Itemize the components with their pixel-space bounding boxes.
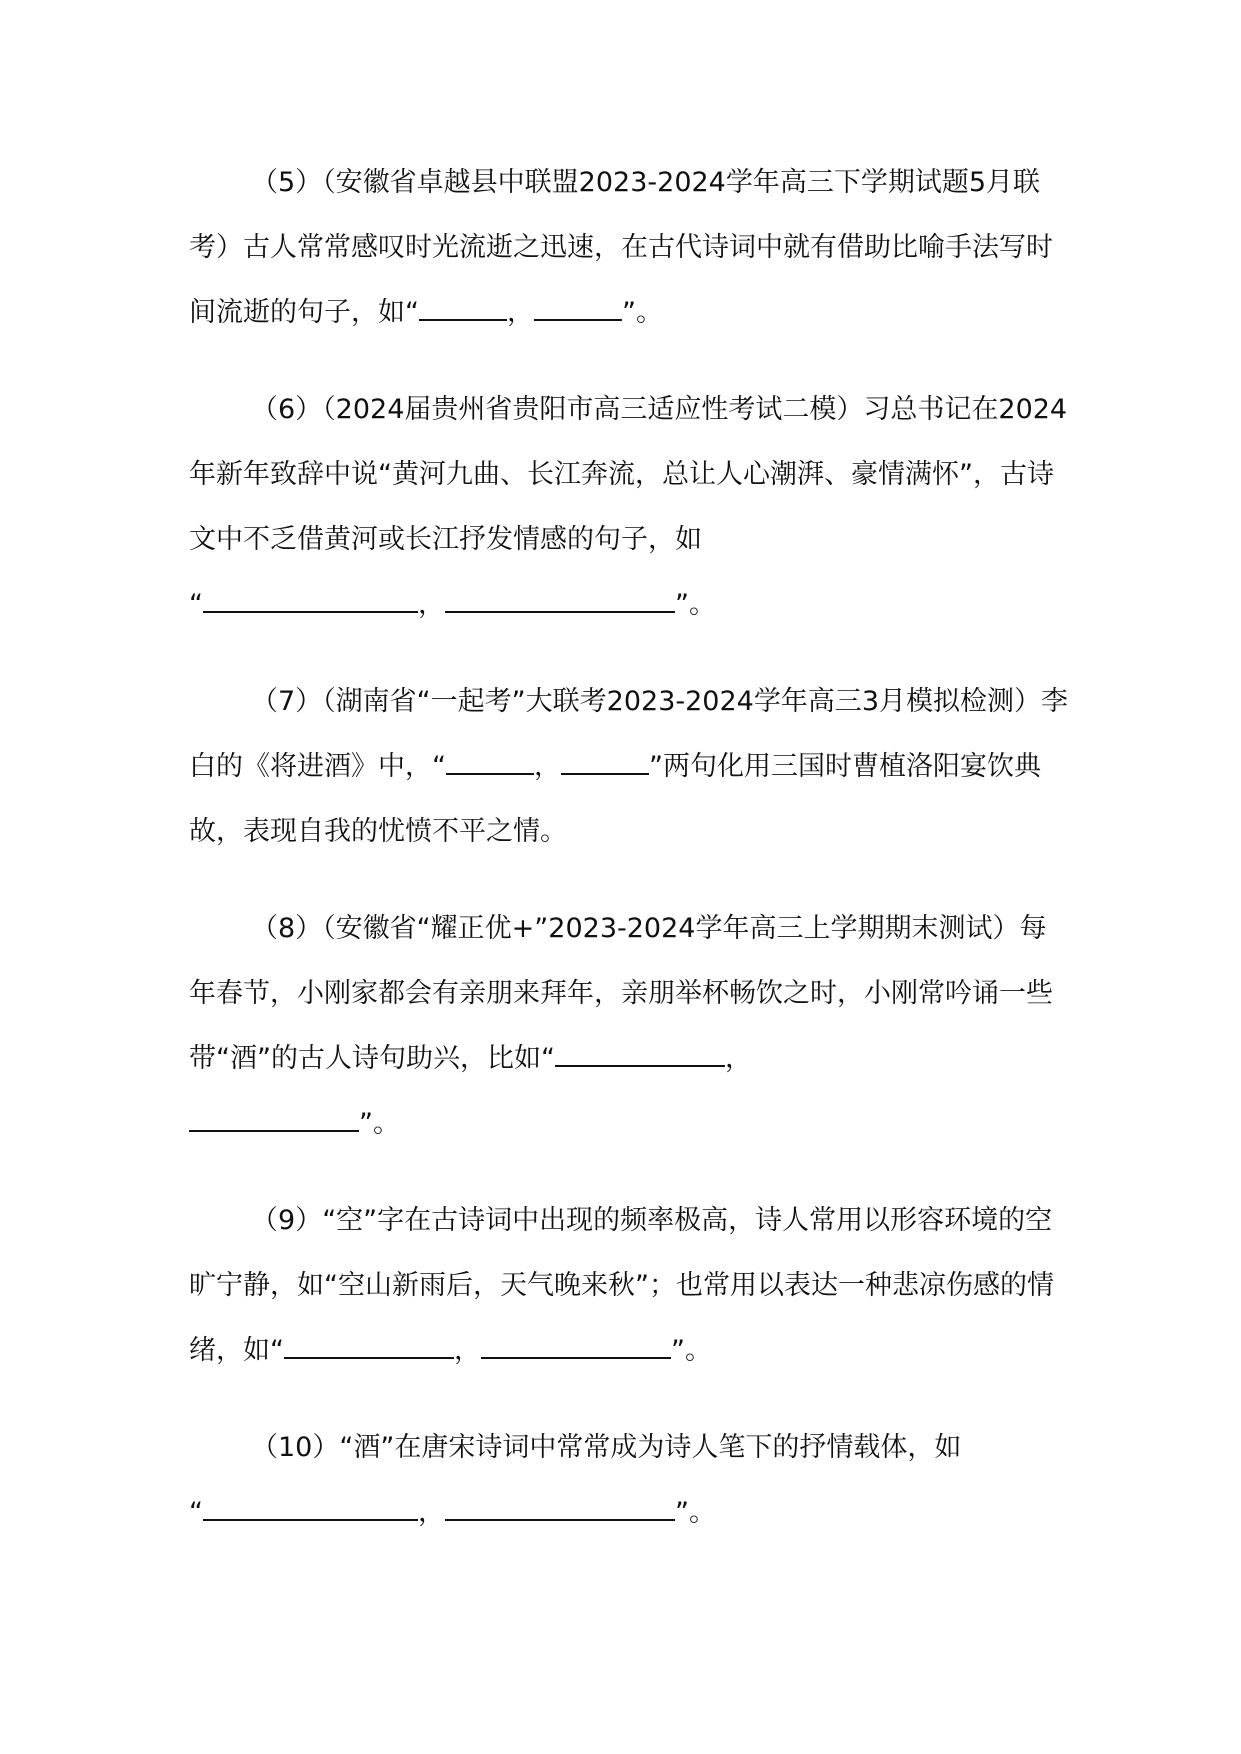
question-10-open: “ (189, 1497, 203, 1528)
question-5-text: （安徽省卓越县中联盟2023-2024学年高三下学期试题5月联考）古人常常感叹时光流逝之迅速，在古代诗词中就有借助比喻手法写时间流逝的句子，如“ (189, 167, 1053, 328)
question-6-number: （6） (251, 394, 323, 425)
question-10-text: “酒”在唐宋诗词中常常成为诗人笔下的抒情载体，如 (339, 1432, 962, 1463)
answer-blank-8a[interactable] (555, 1043, 725, 1067)
question-9 (189, 1188, 1069, 1383)
answer-blank-6a[interactable] (203, 589, 418, 613)
question-7-text-2: ”两句化用三国时曹植洛阳宴饮典故，表现自我的忧愤不平之情。 (189, 751, 1041, 847)
question-7-number: （7） (251, 686, 323, 717)
document-page (189, 150, 1069, 1577)
answer-blank-5b[interactable] (534, 297, 622, 321)
question-5-number: （5） (251, 167, 323, 198)
question-8 (189, 896, 1069, 1156)
question-8-sep: ， (724, 1043, 752, 1074)
question-6-text: （2024届贵州省贵阳市高三适应性考试二模）习总书记在2024年新年致辞中说“黄河九曲、长江奔流，总让人心潮湃、豪情满怀”，古诗文中不乏借黄河或长江抒发情感的句子，如 (189, 394, 1068, 555)
question-7-text: （湖南省“一起考”大联考2023-2024学年高三3月模拟检测）李白的《将进酒》中，“ (189, 686, 1069, 782)
answer-blank-7a[interactable] (446, 751, 534, 775)
answer-blank-10a[interactable] (203, 1497, 418, 1521)
question-9-number: （9） (251, 1205, 323, 1236)
question-9-sep: ， (454, 1335, 481, 1366)
answer-blank-9b[interactable] (481, 1335, 671, 1359)
question-6-open: “ (189, 589, 203, 620)
question-8-end: ”。 (359, 1108, 400, 1139)
question-5-end: ”。 (622, 297, 663, 328)
question-5 (189, 150, 1069, 345)
question-9-text: “空”字在古诗词中出现的频率极高，诗人常用以形容环境的空旷宁静，如“空山新雨后，天气晚来秋”；也常用以表达一种悲凉伤感的情绪，如“ (189, 1205, 1054, 1366)
question-10 (189, 1415, 1069, 1545)
question-6-end: ”。 (675, 589, 716, 620)
question-10-end: ”。 (675, 1497, 716, 1528)
question-10-number: （10） (251, 1432, 340, 1463)
question-7 (189, 669, 1069, 864)
question-6-sep: ， (418, 589, 445, 620)
question-7-sep: ， (534, 751, 561, 782)
question-9-end: ”。 (671, 1335, 712, 1366)
answer-blank-9a[interactable] (284, 1335, 454, 1359)
question-10-sep: ， (418, 1497, 445, 1528)
question-6 (189, 377, 1069, 637)
answer-blank-8b[interactable] (189, 1108, 359, 1132)
answer-blank-5a[interactable] (419, 297, 507, 321)
question-8-number: （8） (251, 913, 323, 944)
question-5-sep: ， (507, 297, 534, 328)
answer-blank-6b[interactable] (445, 589, 675, 613)
question-8-text: （安徽省“耀正优+”2023-2024学年高三上学期期末测试）每年春节，小刚家都会有亲朋来拜年，亲朋举杯畅饮之时，小刚常吟诵一些带“酒”的古人诗句助兴，比如“ (189, 913, 1053, 1074)
answer-blank-10b[interactable] (445, 1497, 675, 1521)
answer-blank-7b[interactable] (561, 751, 649, 775)
